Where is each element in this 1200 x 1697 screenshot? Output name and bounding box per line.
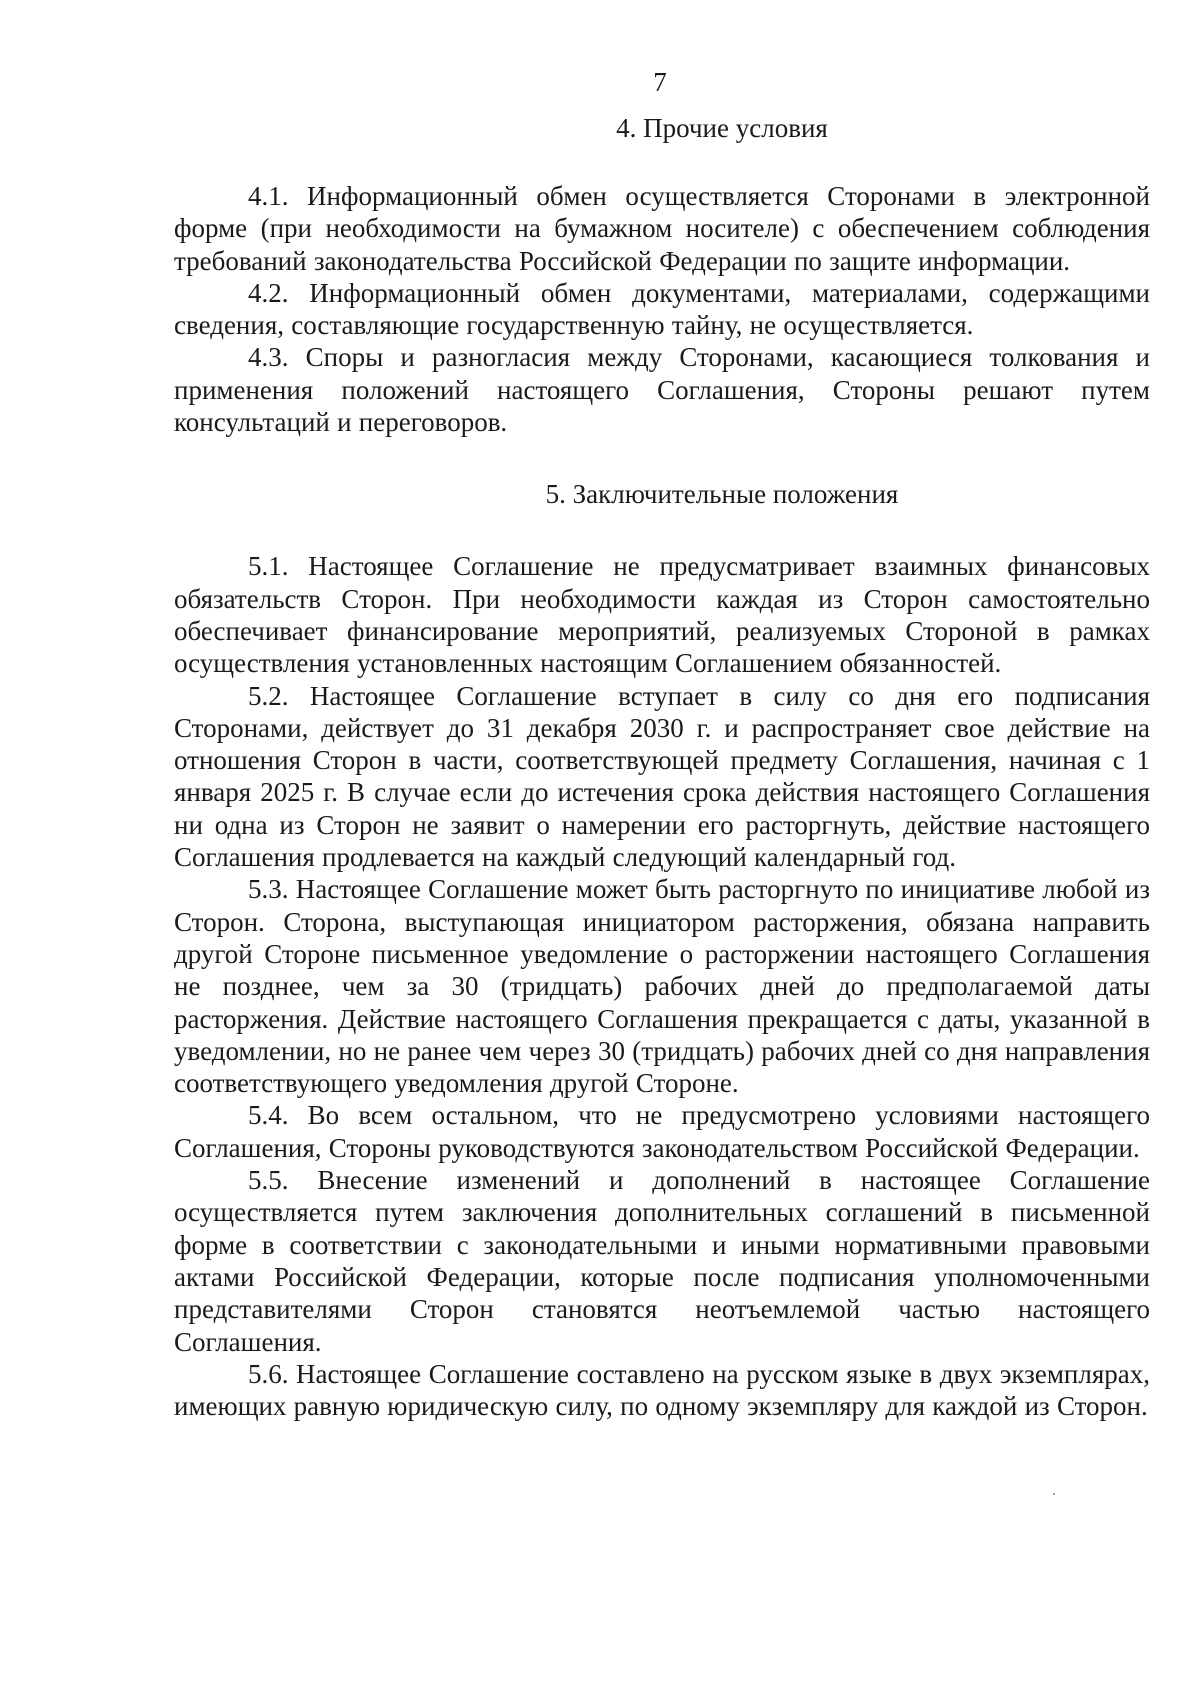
- page-number: 7: [653, 67, 667, 97]
- paragraph-5-4: 5.4. Во всем остальном, что не предусмотрено условиями настоящего Соглашения, Стороны руководствуются законодательством Российской Федерации.: [174, 1100, 1150, 1163]
- scan-speck: [1053, 1493, 1055, 1495]
- paragraph-4-2: 4.2. Информационный обмен документами, материалами, содержащими сведения, составляющие государственную тайну, не осуществляется.: [174, 277, 1150, 341]
- section-4-title: 4. Прочие условия: [616, 113, 828, 143]
- document-body: [174, 112, 1150, 1422]
- section-5-title: 5. Заключительные положения: [545, 479, 899, 510]
- paragraph-5-2: 5.2. Настоящее Соглашение вступает в силу со дня его подписания Сторонами, действует до 31 декабря 2030 г. и распространяет свое действие на отношения Сторон в части, соответствующей предмету Соглашения, начиная с 1 января 2025 г. В случае если до истечения срока действия настоящего Соглашения ни одна из Сторон не заявит о намерении его расторгнуть, действие настоящего Соглашения продлевается на каждый следующий календарный год.: [174, 680, 1150, 873]
- paragraph-5-5: 5.5. Внесение изменений и дополнений в настоящее Соглашение осуществляется путем заключения дополнительных соглашений в письменной форме в соответствии с законодательными и иными нормативными правовыми актами Российской Федерации, которые после подписания уполномоченными представителями Сторон становятся неотъемлемой частью настоящего Соглашения.: [174, 1165, 1150, 1357]
- paragraph-4-1: 4.1. Информационный обмен осуществляется Сторонами в электронной форме (при необходимости на бумажном носителе) с обеспечением соблюдения требований законодательства Российской Федерации по защите информации.: [174, 181, 1150, 276]
- paragraph-5-1: 5.1. Настоящее Соглашение не предусматривает взаимных финансовых обязательств Сторон. При необходимости каждая из Сторон самостоятельно обеспечивает финансирование мероприятий, реализуемых Стороной в рамках осуществления установленных настоящим Соглашением обязанностей.: [174, 551, 1150, 679]
- paragraph-4-3: 4.3. Споры и разногласия между Сторонами, касающиеся толкования и применения положений настоящего Соглашения, Стороны решают путем консультаций и переговоров.: [174, 342, 1150, 438]
- paragraph-5-6: 5.6. Настоящее Соглашение составлено на русском языке в двух экземплярах, имеющих равную юридическую силу, по одному экземпляру для каждой из Сторон.: [174, 1358, 1150, 1422]
- paragraph-5-3: 5.3. Настоящее Соглашение может быть расторгнуто по инициативе любой из Сторон. Сторона, выступающая инициатором расторжения, обязана направить другой Стороне письменное уведомление о расторжении настоящего Соглашения не позднее, чем за 30 (тридцать) рабочих дней до предполагаемой даты расторжения. Действие настоящего Соглашения прекращается с даты, указанной в уведомлении, но не ранее чем через 30 (тридцать) рабочих дней со дня направления соответствующего уведомления другой Стороне.: [174, 874, 1150, 1099]
